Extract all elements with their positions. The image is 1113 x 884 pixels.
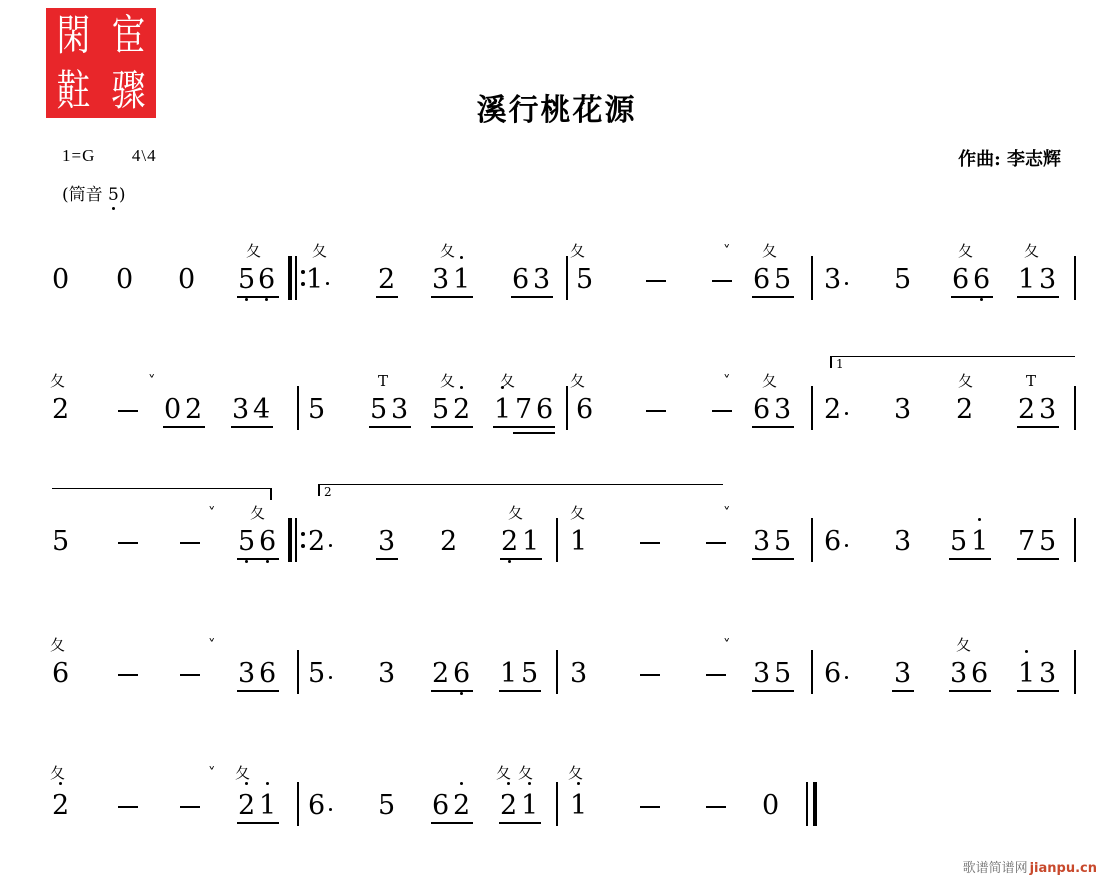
note: 2 <box>308 526 326 557</box>
barline <box>297 386 299 430</box>
barline <box>811 518 813 562</box>
grace-mark: 夂 <box>570 242 586 260</box>
note: 3 <box>894 526 912 557</box>
note: 5 <box>238 264 256 295</box>
barline <box>566 256 568 300</box>
note: 5 <box>370 394 388 425</box>
note: 2 <box>185 394 203 425</box>
barline <box>1074 650 1076 694</box>
note: 1 <box>453 264 471 295</box>
grace-mark: 夂 <box>440 372 456 390</box>
hold-dash <box>640 674 660 676</box>
note: 1 <box>521 790 539 821</box>
note: 2 <box>440 526 458 557</box>
barline <box>811 386 813 430</box>
barline <box>556 782 558 826</box>
note: 2 <box>378 264 396 295</box>
note: 0 <box>116 264 134 295</box>
note: 2 <box>824 394 842 425</box>
grace-mark: 夂 <box>508 504 524 522</box>
grace-mark: 夂 <box>568 764 584 782</box>
vibrato-mark: ˅ <box>208 504 216 522</box>
grace-mark: 夂 <box>250 504 266 522</box>
note: 5 <box>576 264 594 295</box>
note: 5 <box>774 658 792 689</box>
grace-mark: 夂 <box>762 372 778 390</box>
barline <box>556 650 558 694</box>
seal-char-4: 骤 <box>111 65 146 116</box>
grace-mark: 夂 <box>235 764 251 782</box>
note: 5 <box>894 264 912 295</box>
note: 6 <box>952 264 970 295</box>
note: 3 <box>570 658 588 689</box>
tonghole-note: (筒音 5) <box>62 185 126 205</box>
hold-dash <box>712 280 732 282</box>
note: 1 <box>1018 264 1036 295</box>
seal-char-3: 黈 <box>56 65 91 116</box>
grace-mark: 夂 <box>958 372 974 390</box>
note: 3 <box>824 264 842 295</box>
note: 1 <box>1018 658 1036 689</box>
vibrato-mark: ˅ <box>208 636 216 654</box>
note: 1 <box>500 658 518 689</box>
note: 1 <box>494 394 512 425</box>
volta-label: 2 <box>324 485 332 499</box>
note: 3 <box>391 394 409 425</box>
hold-dash <box>118 674 138 676</box>
note: 1 <box>570 526 588 557</box>
note: 5 <box>1039 526 1057 557</box>
note: 3 <box>1039 658 1057 689</box>
barline <box>1074 386 1076 430</box>
score-system <box>0 357 1113 480</box>
note: 1 <box>570 790 588 821</box>
hold-dash <box>706 542 726 544</box>
note: 6 <box>258 264 276 295</box>
note: 3 <box>894 394 912 425</box>
hold-dash <box>706 674 726 676</box>
note: 6 <box>971 658 989 689</box>
note: 6 <box>308 790 326 821</box>
seal-char-2: 宦 <box>111 10 146 61</box>
vibrato-mark: ˅ <box>723 242 731 260</box>
note: 5 <box>238 526 256 557</box>
barline <box>811 650 813 694</box>
note: 2 <box>453 394 471 425</box>
key-signature: 1=G <box>62 146 96 165</box>
note: 3 <box>533 264 551 295</box>
grace-mark: 夂 <box>958 242 974 260</box>
vibrato-mark: ˅ <box>208 764 216 782</box>
grace-mark: 夂 <box>312 242 328 260</box>
note: 5 <box>774 526 792 557</box>
grace-mark: 夂 <box>570 504 586 522</box>
watermark-cn: 歌谱简谱网 <box>962 861 1028 876</box>
volta-bracket-2 <box>318 484 723 497</box>
barline <box>297 650 299 694</box>
grace-mark: 夂 <box>518 764 534 782</box>
note: 6 <box>973 264 991 295</box>
page-title: 溪行桃花源 <box>476 93 637 128</box>
note: 2 <box>1018 394 1036 425</box>
note: 3 <box>378 526 396 557</box>
note: 4 <box>253 394 271 425</box>
note: 6 <box>512 264 530 295</box>
barline <box>1074 256 1076 300</box>
note: 6 <box>536 394 554 425</box>
hold-dash <box>706 806 726 808</box>
hold-dash <box>640 542 660 544</box>
note: 0 <box>52 264 70 295</box>
note: 5 <box>432 394 450 425</box>
note: 2 <box>52 394 70 425</box>
grace-mark: 夂 <box>500 372 516 390</box>
score-system <box>0 230 1113 350</box>
note: 3 <box>753 526 771 557</box>
note: 0 <box>178 264 196 295</box>
note: 5 <box>950 526 968 557</box>
note: 2 <box>238 790 256 821</box>
vibrato-mark: ˅ <box>723 372 731 390</box>
note: 7 <box>1018 526 1036 557</box>
note: 2 <box>432 658 450 689</box>
hold-dash <box>118 410 138 412</box>
trill-mark: T <box>378 372 389 390</box>
hold-dash <box>118 806 138 808</box>
note: 3 <box>894 658 912 689</box>
hold-dash <box>712 410 732 412</box>
note: 6 <box>52 658 70 689</box>
note: 3 <box>232 394 250 425</box>
note: 2 <box>453 790 471 821</box>
note: 5 <box>308 394 326 425</box>
watermark-en: jianpu.cn <box>1029 861 1097 876</box>
note: 5 <box>774 264 792 295</box>
composer-credit: 作曲: 李志辉 <box>958 149 1061 170</box>
note: 6 <box>753 264 771 295</box>
note: 5 <box>521 658 539 689</box>
grace-mark: 夂 <box>1024 242 1040 260</box>
time-signature: 4\4 <box>131 146 157 165</box>
grace-mark: 夂 <box>50 372 66 390</box>
note: 6 <box>576 394 594 425</box>
hold-dash <box>180 806 200 808</box>
hold-dash <box>646 410 666 412</box>
grace-mark: 夂 <box>440 242 456 260</box>
hold-dash <box>118 542 138 544</box>
grace-mark: 夂 <box>496 764 512 782</box>
site-watermark <box>963 857 1097 876</box>
note: 3 <box>378 658 396 689</box>
note: 3 <box>432 264 450 295</box>
grace-mark: 夂 <box>246 242 262 260</box>
note: 1 <box>522 526 540 557</box>
grace-mark: 夂 <box>50 764 66 782</box>
note: 2 <box>501 526 519 557</box>
note: 2 <box>500 790 518 821</box>
hold-dash <box>640 806 660 808</box>
volta-label: 1 <box>836 357 844 371</box>
note: 3 <box>238 658 256 689</box>
score-system <box>0 756 1113 876</box>
vibrato-mark: ˅ <box>723 504 731 522</box>
note: 6 <box>432 790 450 821</box>
note: 0 <box>164 394 182 425</box>
note: 0 <box>762 790 780 821</box>
score-system <box>0 485 1113 612</box>
volta-bracket-1-end <box>52 488 272 501</box>
volta-bracket-1 <box>830 356 1075 369</box>
note: 3 <box>774 394 792 425</box>
note: 2 <box>52 790 70 821</box>
barline <box>566 386 568 430</box>
note: 6 <box>453 658 471 689</box>
note: 1 <box>306 264 324 295</box>
grace-mark: 夂 <box>762 242 778 260</box>
note: 6 <box>824 658 842 689</box>
score-system <box>0 624 1113 744</box>
note: 7 <box>515 394 533 425</box>
grace-mark: 夂 <box>570 372 586 390</box>
trill-mark: T <box>1026 372 1037 390</box>
note: 3 <box>753 658 771 689</box>
grace-mark: 夂 <box>956 636 972 654</box>
barline <box>556 518 558 562</box>
note: 5 <box>308 658 326 689</box>
barline <box>1074 518 1076 562</box>
note: 5 <box>378 790 396 821</box>
vibrato-mark: ˅ <box>723 636 731 654</box>
note: 6 <box>259 526 277 557</box>
barline <box>811 256 813 300</box>
barline <box>297 782 299 826</box>
note: 5 <box>52 526 70 557</box>
note: 1 <box>259 790 277 821</box>
hold-dash <box>646 280 666 282</box>
note: 3 <box>1039 264 1057 295</box>
note: 6 <box>259 658 277 689</box>
hold-dash <box>180 542 200 544</box>
grace-mark: 夂 <box>50 636 66 654</box>
note: 6 <box>824 526 842 557</box>
note: 3 <box>950 658 968 689</box>
note: 3 <box>1039 394 1057 425</box>
vibrato-mark: ˅ <box>148 372 156 390</box>
note: 2 <box>956 394 974 425</box>
note: 1 <box>971 526 989 557</box>
final-barline <box>806 782 820 826</box>
hold-dash <box>180 674 200 676</box>
note: 6 <box>753 394 771 425</box>
seal-char-1: 閑 <box>56 10 91 61</box>
